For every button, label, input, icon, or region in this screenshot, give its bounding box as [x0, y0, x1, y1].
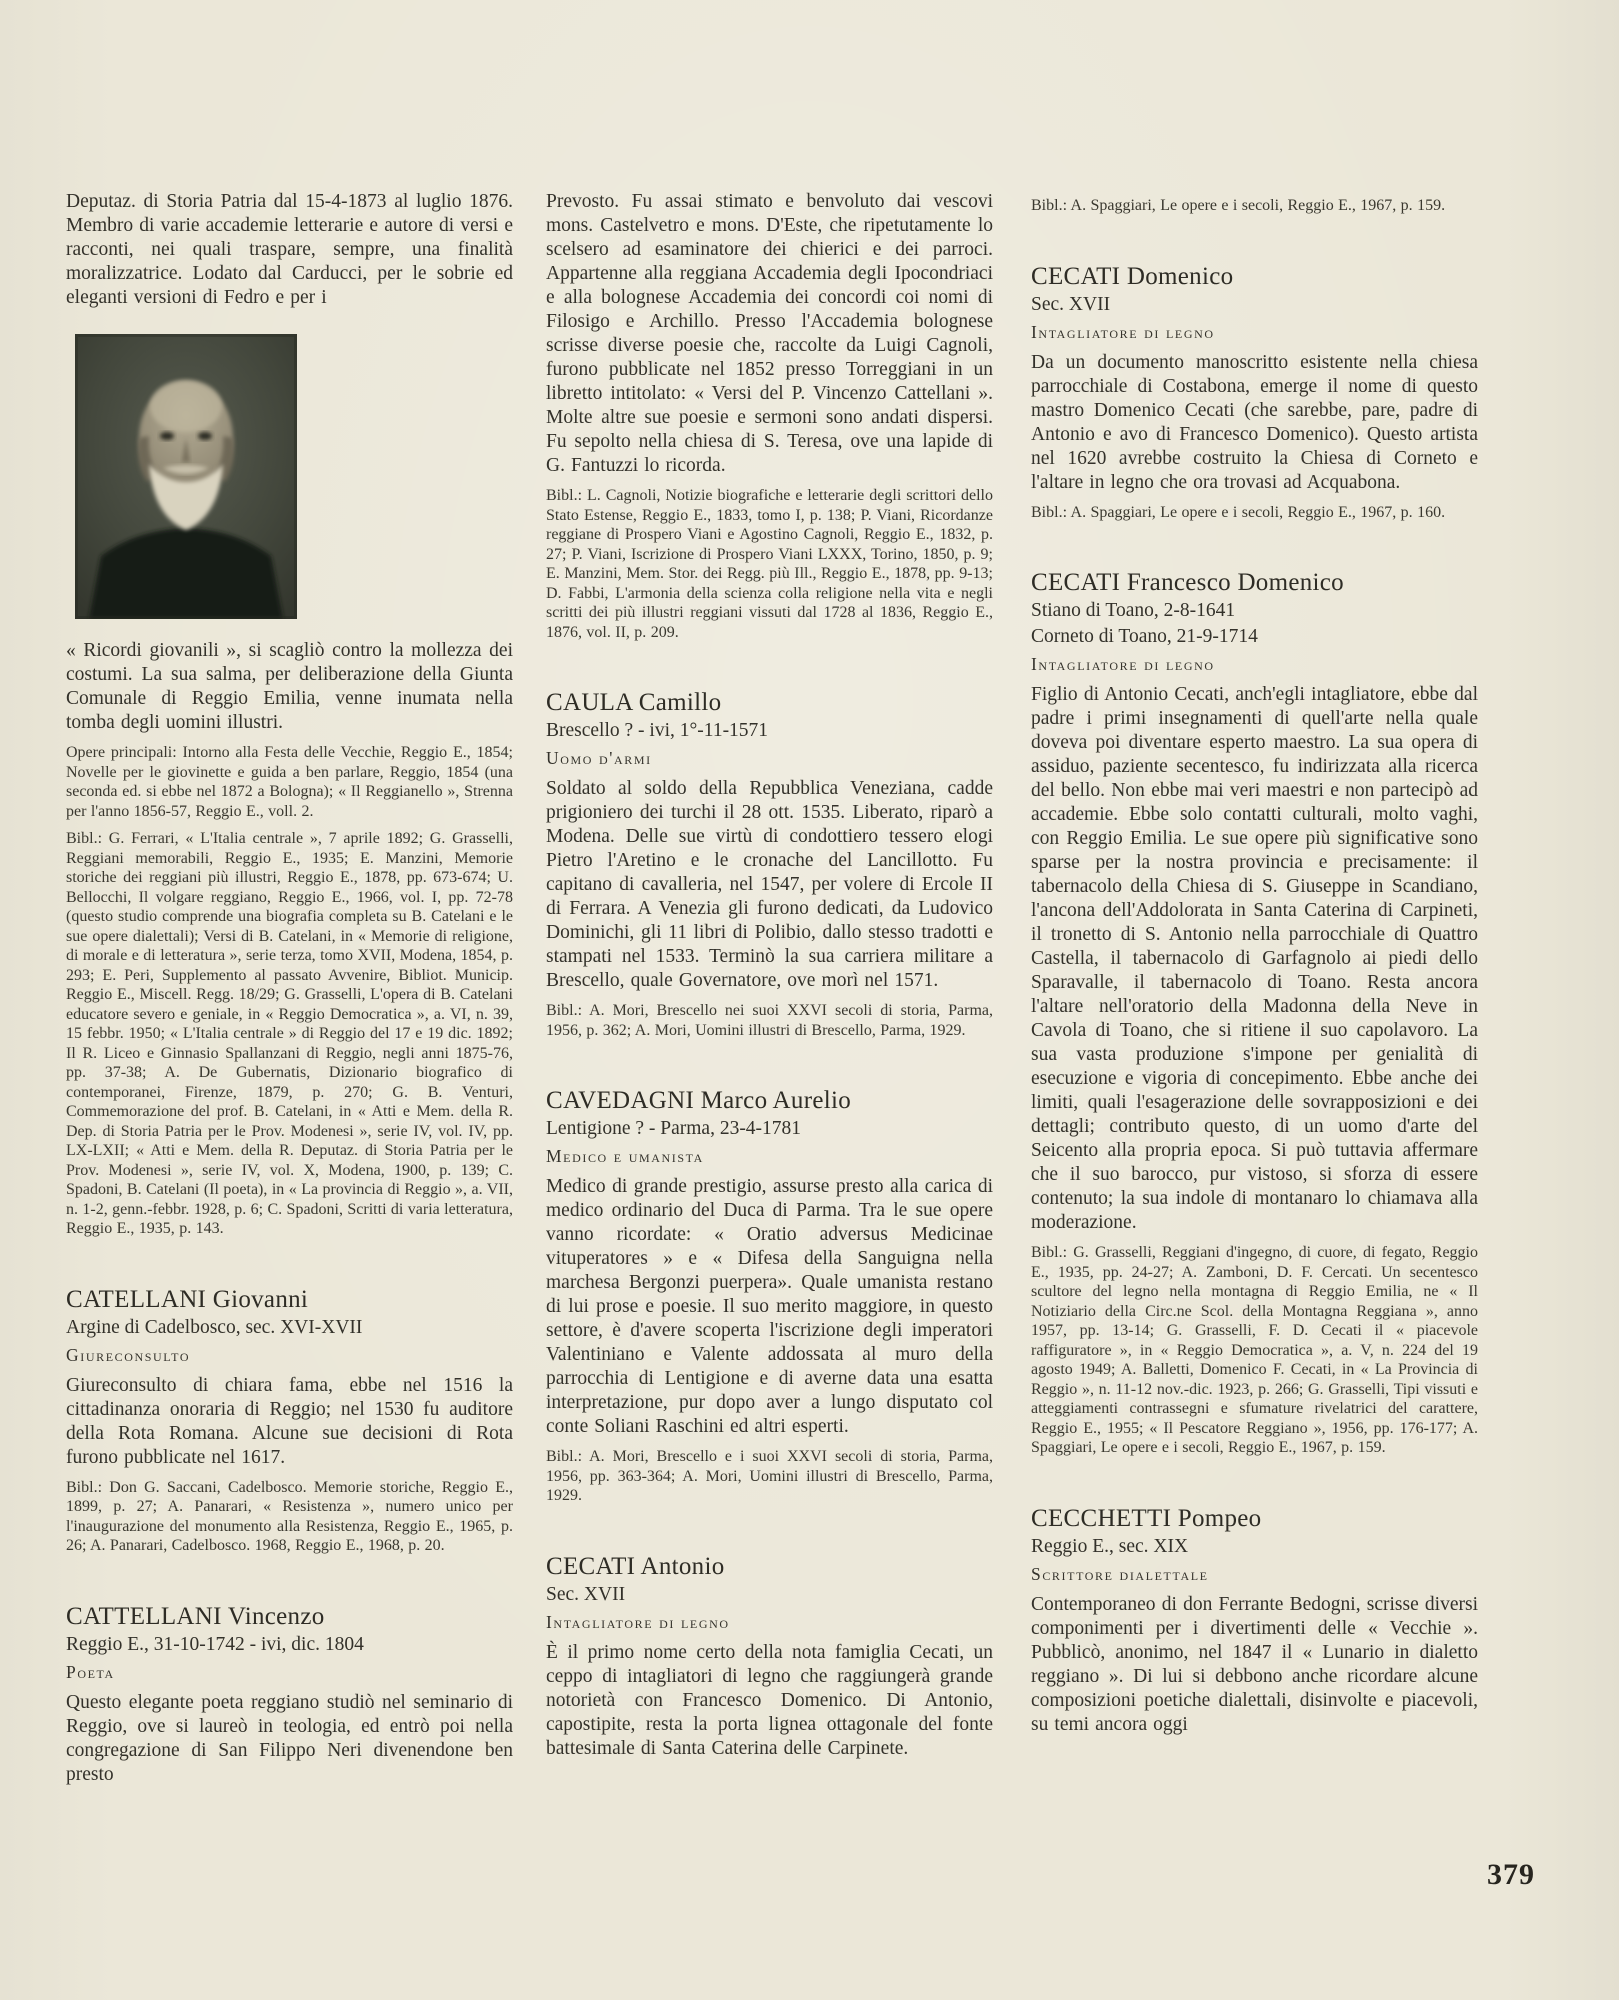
entry-bibliography: Bibl.: A. Mori, Brescello e i suoi XXVI secoli di storia, Parma, 1956, pp. 363-364; A. Mori, Uomini illustri di Brescello, Parma, 1929.	[546, 1448, 993, 1504]
entry-body: Giureconsulto di chiara fama, ebbe nel 1516 la cittadinanza onoraria di Reggio; nel 1530 fu auditore della Rota Romana. Alcune sue decisioni di Rota furono pubblicate nel 1617.	[66, 1374, 513, 1468]
entry-bibliography: Bibl.: A. Mori, Brescello nei suoi XXVI secoli di storia, Parma, 1956, p. 362; A. Mori, Uomini illustri di Brescello, Parma, 1929.	[546, 1002, 993, 1039]
entry-dates: Lentigione ? - Parma, 23-4-1781	[546, 1118, 802, 1139]
entry-dates: Sec. XVII	[1031, 293, 1111, 315]
entry-cecati-antonio	[546, 1552, 993, 1761]
entry-name: CECATI Antonio	[546, 1552, 725, 1580]
entry-profession: Giureconsulto	[66, 1344, 191, 1365]
entry-cattellani-vincenzo	[66, 1602, 513, 1787]
portrait-photo	[75, 334, 297, 619]
entry-bibliography: Bibl.: A. Spaggiari, Le opere e i secoli, Reggio E., 1967, p. 160.	[1031, 503, 1446, 521]
entry-profession: Medico e umanista	[546, 1146, 704, 1166]
entry-death: Corneto di Toano, 21-9-1714	[1031, 626, 1258, 647]
works-list: Opere principali: Intorno alla Festa delle Vecchie, Reggio E., 1854; Novelle per le giovinette e guida a ben parlare, Reggio, 1854 (una seconda ed. si ebbe nel 1872 a Bologna); « Il Reggianello », Strenna per l'anno 1856-57, Reggio E., voll. 2.	[66, 744, 513, 820]
entry-name: CAVEDAGNI Marco Aurelio	[546, 1087, 852, 1114]
entry-cavedagni-marco-aurelio	[546, 1086, 993, 1506]
entry-body: Da un documento manoscritto esistente nella chiesa parrocchiale di Costabona, emerge il nome di questo mastro Domenico Cecati (che sarebbe, pare, padre di Antonio e avo di Francesco Domenico). Questo artista nel 1620 avrebbe costruito la Chiesa di Corneto e l'altare in legno che ora trovasi ad Acquabona.	[1031, 351, 1478, 493]
entry-body: Soldato al soldo della Repubblica Veneziana, cadde prigioniero dei turchi il 28 ott. 1535. Liberato, riparò a Modena. Delle sue virtù di condottiero tessero elogi Pietro l'Aretino e le cronache del Lancillotto. Fu capitano di cavalleria, nel 1547, per volere di Ercole II di Ferrara. A Venezia gli furono dedicati, da Ludovico Dominichi, gli 11 libri di Polibio, dallo stesso tradotti e stampati nel 1533. Terminò la sua carriera militare a Brescello, quale Governatore, ove morì nel 1571.	[546, 778, 993, 991]
entry-dates: Argine di Cadelbosco, sec. XVI-XVII	[66, 1316, 363, 1338]
entry-body: È il primo nome certo della nota famiglia Cecati, un ceppo di intagliatori di legno che raggiungerà grande notorietà con Francesco Domenico. Di Antonio, capostipite, resta la porta lignea ottagonale del fonte battesimale di Santa Caterina delle Carpinete.	[546, 1641, 993, 1759]
entry-body: Figlio di Antonio Cecati, anch'egli intagliatore, ebbe dal padre i primi insegnamenti di quell'arte nella quale doveva poi diventare esperto maestro. La sua opera di assiduo, paziente secentesco, fu indirizzata alla ricerca del bello. Non ebbe mai veri maestri e non partecipò ad accademie. Ebbe solo contatti culturali, molto vaghi, con Reggio Emilia. Le sue opere più significative sono sparse per la nostra provincia e precisamente: il tabernacolo della Chiesa di S. Giuseppe in Scandiano, l'ancona dell'Addolorata in Santa Caterina di Carpineti, il tronetto di S. Antonio nella parrocchiale di Quattro Castella, il tabernacolo di Garfagnolo ai piedi dello Sparavalle, il tabernacolo di Toano. Resta ancora l'altare nell'oratorio della Madonna della Neve in Cavola di Toano, che si ritiene il suo capolavoro. La sua vasta produzione s'impone per genialità di esecuzione e vigoria di concepimento. Ebbe anche dei limiti, quali l'esagerazione delle sovrapposizioni e dei dettagli; contributo questo, di un uomo d'arte del Seicento alla propria epoca. Si può tuttavia affermare che il suo barocco, pur vistoso, si sforza di essere contenuto; la sua indole di montanaro lo chiamava alla moderazione.	[1031, 684, 1478, 1233]
page-number: 379	[1487, 1858, 1535, 1891]
column-1	[66, 190, 513, 1787]
entry-profession: Uomo d'armi	[546, 748, 652, 768]
entry-name: CECATI Domenico	[1031, 262, 1234, 290]
bibliography: Bibl.: L. Cagnoli, Notizie biografiche e letterarie degli scrittori dello Stato Estense, Reggio E., 1833, tomo I, p. 138; P. Viani, Ricordanze reggiane di Prospero Viani e Agostino Cagnoli, Reggio E., 1832, p. 27; P. Viani, Iscrizione di Prospero Viani LXXX, Torino, 1850, p. 9; E. Manzini, Mem. Stor. dei Regg. più Ill., Reggio E., 1878, pp. 9-13; D. Fabbi, L'armonia della scienza colla religione nella vita e negli scritti dei più illustri reggiani vissuti dal 1728 al 1836, Reggio E., 1876, vol. II, p. 209.	[546, 487, 993, 641]
entry-dates: Brescello ? - ivi, 1°-11-1571	[546, 720, 769, 741]
entry-name: CAULA Camillo	[546, 689, 722, 716]
entry-profession: Intagliatore di legno	[546, 1611, 730, 1632]
entry-cecchetti-pompeo	[1031, 1504, 1478, 1737]
bibliography: Bibl.: G. Ferrari, « L'Italia centrale », 7 aprile 1892; G. Grasselli, Reggiani memorabili, Reggio E., 1935; E. Manzini, Memorie storiche dei reggiani più illustri, Reggio E., 1878, pp. 673-674; U. Bellocchi, Il volgare reggiano, Reggio E., 1966, vol. I, pp. 72-78 (questo studio comprende una biografia completa su B. Catelani e le sue opere dialettali); Versi di B. Catelani, in « Memorie di religione, di morale e di letteratura », serie terza, tomo XVII, Modena, 1854, p. 293; E. Peri, Supplemento al passato Avvenire, Bibliot. Municip. Reggio E., Miscell. Regg. 18/29; G. Grasselli, L'opera di B. Catelani educatore severo e geniale, in « Reggio Democratica », a. VI, n. 39, 15 febbr. 1950; « L'Italia centrale » di Reggio del 17 e 19 dic. 1892; Il R. Liceo e Ginnasio Spallanzani di Reggio, negli anni 1875-76, pp. 37-38; A. De Gubernatis, Dizionario biografico di contemporanei, Firenze, 1879, p. 270; G. B. Venturi, Commemorazione del prof. B. Catelani, in « Atti e Mem. della R. Dep. di Storia Patria per le Prov. Modenesi », serie IV, vol. IV, pp. LX-LXII; « Atti e Mem. della R. Deputaz. di Storia Patria per le Prov. Modenesi », serie IV, vol. X, Modena, 1900, p. 139; C. Spadoni, B. Catelani (Il poeta), in « La provincia di Reggio », a. VII, n. 1-2, genn.-febbr. 1928, p. 6; C. Spadoni, Scritti di varia letteratura, Reggio E., 1935, p. 143.	[66, 830, 513, 1237]
entry-profession: Intagliatore di legno	[1031, 321, 1215, 342]
entry-profession: Intagliatore di legno	[1031, 654, 1215, 674]
entry-birth: Stiano di Toano, 2-8-1641	[1031, 600, 1236, 621]
column-2	[546, 190, 993, 1761]
entry-profession: Scrittore dialettale	[1031, 1563, 1209, 1584]
after-photo-paragraph: « Ricordi giovanili », si scagliò contro la mollezza dei costumi. La sua salma, per deliberazione della Giunta Comunale di Reggio Emilia, venne inumata nella tomba degli uomini illustri.	[66, 640, 513, 733]
entry-bibliography: Bibl.: G. Grasselli, Reggiani d'ingegno, di cuore, di fegato, Reggio E., 1935, pp. 24-27; A. Zamboni, D. F. Cercati. Un secentesco scultore del legno nella montagna di Reggio Emilia, ne « Il Notiziario della Circ.ne Scol. della Montagna Reggiana », anno 1957, pp. 13-14; G. Grasselli, F. D. Cecati il « piacevole raffiguratore », in « Reggio Democratica », a. V, n. 224 del 19 agosto 1949; A. Balletti, Domenico F. Cecati, in « La Provincia di Reggio », n. 11-12 nov.-dic. 1923, p. 266; G. Grasselli, Tipi vissuti e atteggiamenti contrassegni e sfumature rivelatrici del carattere, Reggio E., 1955; « Il Pescatore Reggiano », 1956, pp. 176-177; A. Spaggiari, Le opere e i secoli, Reggio E., 1967, p. 159.	[1031, 1244, 1478, 1456]
entry-name: CATELLANI Giovanni	[66, 1285, 309, 1313]
entry-cecati-francesco-domenico	[1031, 568, 1478, 1458]
entry-body: Contemporaneo di don Ferrante Bedogni, scrisse diversi componimenti per i divertimenti delle « Vecchie ». Pubblicò, anonimo, nel 1847 il « Lunario in dialetto reggiano ». Di lui si debbono anche ricordare alcune composizioni poetiche dialettali, disinvolte e piacevoli, su temi ancora oggi	[1031, 1593, 1478, 1735]
entry-name: CECATI Francesco Domenico	[1031, 569, 1344, 596]
continuation-paragraph: Deputaz. di Storia Patria dal 15-4-1873 al luglio 1876. Membro di varie accademie letterarie e autore di versi e racconti, nei quali traspare, sempre, una finalità moralizzatrice. Lodato dal Carducci, per le sobrie ed eleganti versioni di Fedro e per i	[66, 191, 513, 308]
entry-bibliography: Bibl.: Don G. Saccani, Cadelbosco. Memorie storiche, Reggio E., 1899, p. 27; A. Panarari, « Resistenza », numero unico per l'inaugurazione del monumento alla Resistenza, Reggio E., 1965, p. 26; A. Panarari, Cadelbosco. 1968, Reggio E., 1968, p. 20.	[66, 1478, 513, 1554]
column-3	[1031, 190, 1478, 1737]
entry-dates: Reggio E., sec. XIX	[1031, 1535, 1189, 1557]
entry-name: CECCHETTI Pompeo	[1031, 1504, 1262, 1532]
entry-caula-camillo	[546, 688, 993, 1040]
portrait-photo-image	[75, 334, 297, 619]
entry-body: Questo elegante poeta reggiano studiò nel seminario di Reggio, ove si laureò in teologia, ed entrò poi nella congregazione di San Filippo Neri divenendone ben presto	[66, 1691, 513, 1785]
continuation-paragraph: Prevosto. Fu assai stimato e benvoluto dai vescovi mons. Castelvetro e mons. D'Este, che ripetutamente lo scelsero ad esaminatore dei chierici e dei parroci. Appartenne alla reggiana Accademia degli Ipocondriaci e alla bolognese Accademia dei concordi coi nomi di Filosigo e Archillo. Presso l'Accademia bolognese scrisse diverse poesie che, raccolte da Luigi Cagnoli, furono pubblicate nel 1852 presso Torreggiani in un libretto intitolato: « Versi del P. Vincenzo Cattellani ». Molte altre sue poesie e sermoni sono andati dispersi. Fu sepolto nella chiesa di S. Teresa, ove una lapide di G. Fantuzzi lo ricorda.	[546, 191, 993, 476]
entry-body: Medico di grande prestigio, assurse presto alla carica di medico ordinario del Duca di Parma. Tra le sue opere vanno ricordate: « Oratio adversus Medicinae vituperatores » e « Difesa della Sanguigna nella marchesa Bergonzi puerpera». Quale umanista restano di lui prose e poesie. Il suo merito maggiore, in questo settore, è d'avere scoperta l'iscrizione degli imperatori Valentiniano e Valente addossata al muro della parrocchia di Lentigione e di averne data una esatta interpretazione, pur dopo aver a lungo disputato col conte Soliani Raschini ed altri esperti.	[546, 1176, 993, 1437]
bibliography: Bibl.: A. Spaggiari, Le opere e i secoli, Reggio E., 1967, p. 159.	[1031, 197, 1446, 214]
entry-dates: Sec. XVII	[546, 1583, 626, 1605]
entry-name: CATTELLANI Vincenzo	[66, 1602, 325, 1630]
entry-dates: Reggio E., 31-10-1742 - ivi, dic. 1804	[66, 1633, 364, 1655]
entry-cecati-domenico	[1031, 262, 1478, 523]
entry-catellani-giovanni	[66, 1285, 513, 1556]
entry-profession: Poeta	[66, 1661, 115, 1682]
